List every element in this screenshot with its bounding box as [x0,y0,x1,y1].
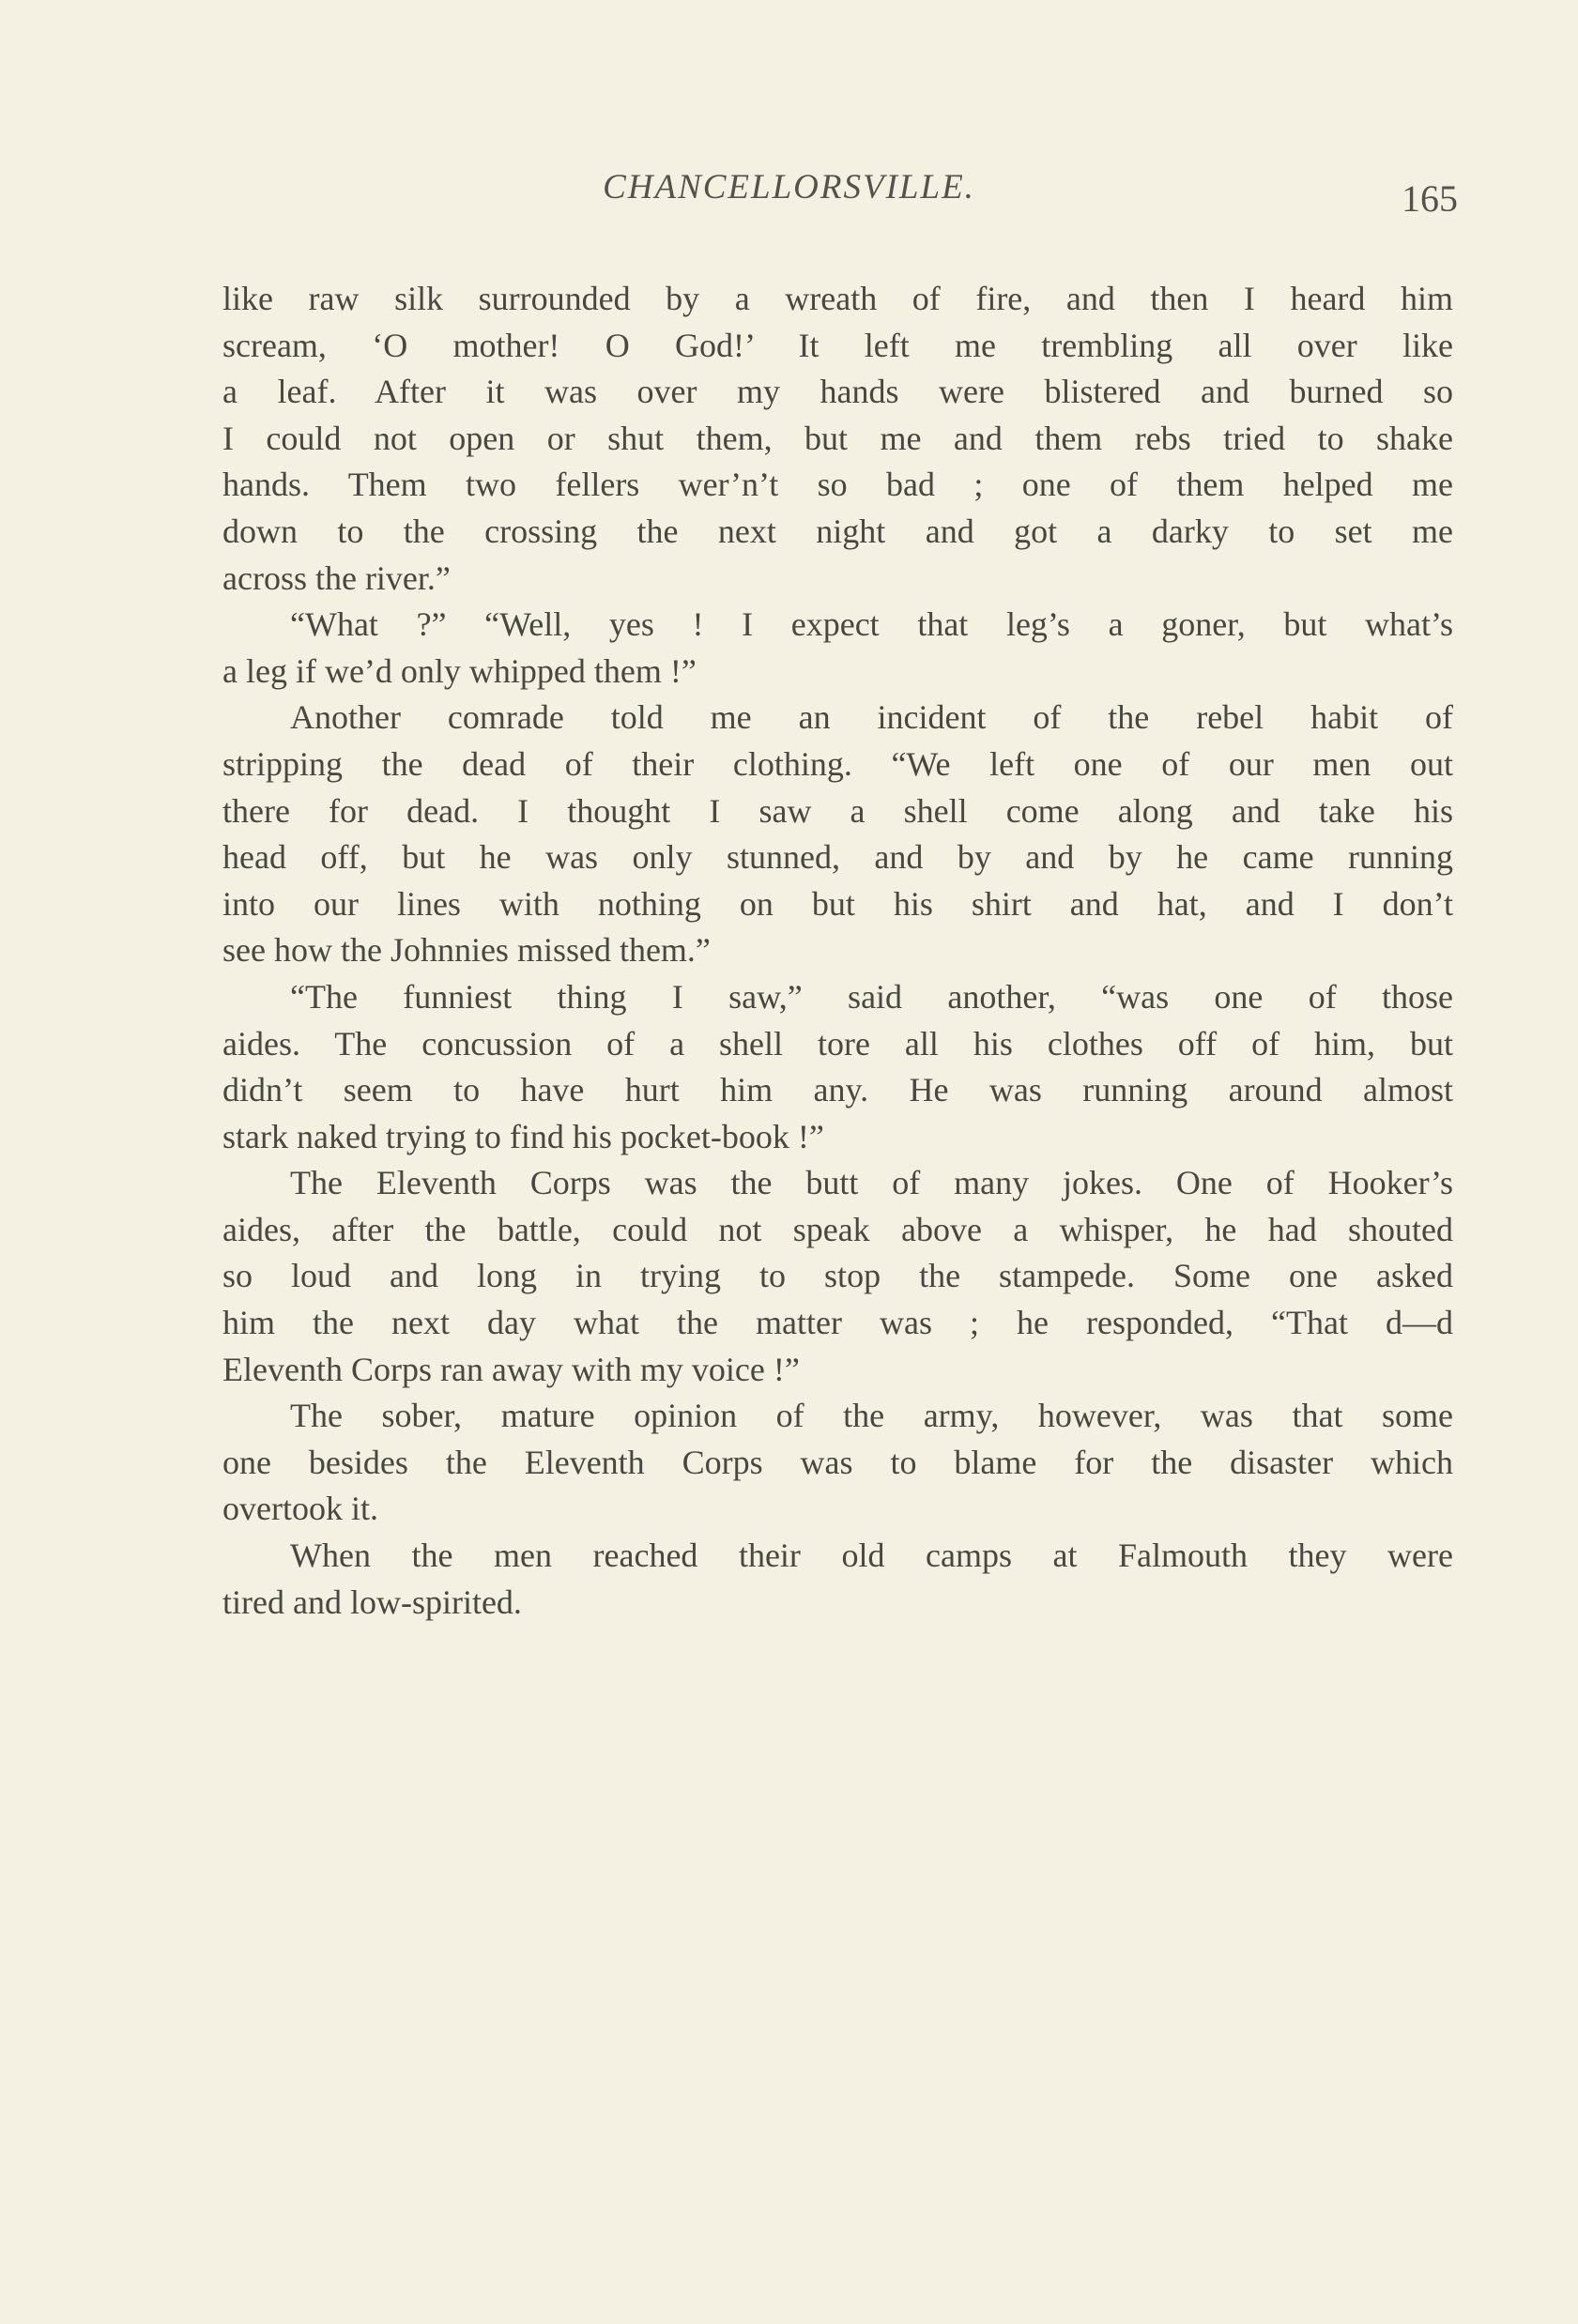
text-line: stark naked trying to find his pocket-book !” [222,1117,824,1155]
text-line: Eleventh Corps ran away with my voice !” [222,1350,800,1388]
paragraph [222,276,1453,602]
text-line: “The funniest thing I saw,” said another, “was one of those [290,977,1453,1016]
body-text [222,276,1453,1626]
text-line: head off, but he was only stunned, and by and by he came running [222,838,1453,877]
text-line: scream, ‘O mother! O God!’ It left me trembling all over like [222,326,1453,364]
text-line: one besides the Eleventh Corps was to blame for the disaster which [222,1443,1453,1481]
text-line: so loud and long in trying to stop the stampede. Some one asked [222,1257,1453,1295]
text-line: see how the Johnnies missed them.” [222,931,711,970]
text-line: aides. The concussion of a shell tore all his clothes off of him, but [222,1024,1453,1063]
text-line: didn’t seem to have hurt him any. He was running around almost [222,1071,1453,1109]
text-line: him the next day what the matter was ; he responded, “That d—d [222,1304,1453,1342]
text-line: When the men reached their old camps at Falmouth they were [290,1537,1453,1575]
text-line: there for dead. I thought I saw a shell come along and take his [222,791,1453,830]
text-line: into our lines with nothing on but his shirt and hat, and I don’t [222,884,1453,923]
paragraph [222,695,1453,974]
text-line: across the river.” [222,558,451,597]
paragraph [222,974,1453,1160]
text-line: The sober, mature opinion of the army, however, was that some [290,1397,1453,1435]
text-line: a leg if we’d only whipped them !” [222,651,697,690]
text-line: Another comrade told me an incident of the rebel habit of [290,698,1453,737]
text-line: stripping the dead of their clothing. “We left one of our men out [222,744,1453,783]
paragraph [222,1160,1453,1393]
text-line: I could not open or shut them, but me and them rebs tried to shake [222,419,1453,457]
text-line: tired and low-spirited. [222,1582,522,1621]
text-line: The Eleventh Corps was the butt of many jokes. One of Hooker’s [290,1164,1453,1202]
paragraph [222,602,1453,695]
text-line: like raw silk surrounded by a wreath of fire, and then I heard him [222,280,1453,317]
text-line: “What ?” “Well, yes ! I expect that leg’s a goner, but what’s [290,605,1453,644]
running-head-title: CHANCELLORSVILLE. [603,168,975,206]
text-line: a leaf. After it was over my hands were blistered and burned so [222,373,1453,411]
text-line: down to the crossing the next night and got a darky to set me [222,512,1453,550]
text-line: overtook it. [222,1490,378,1528]
paragraph [222,1533,1453,1626]
text-line: hands. Them two fellers wer’n’t so bad ; one of them helped me [222,466,1453,504]
page-number: 165 [1402,177,1458,220]
text-line: aides, after the battle, could not speak above a whisper, he had shouted [222,1210,1453,1248]
paragraph [222,1393,1453,1533]
